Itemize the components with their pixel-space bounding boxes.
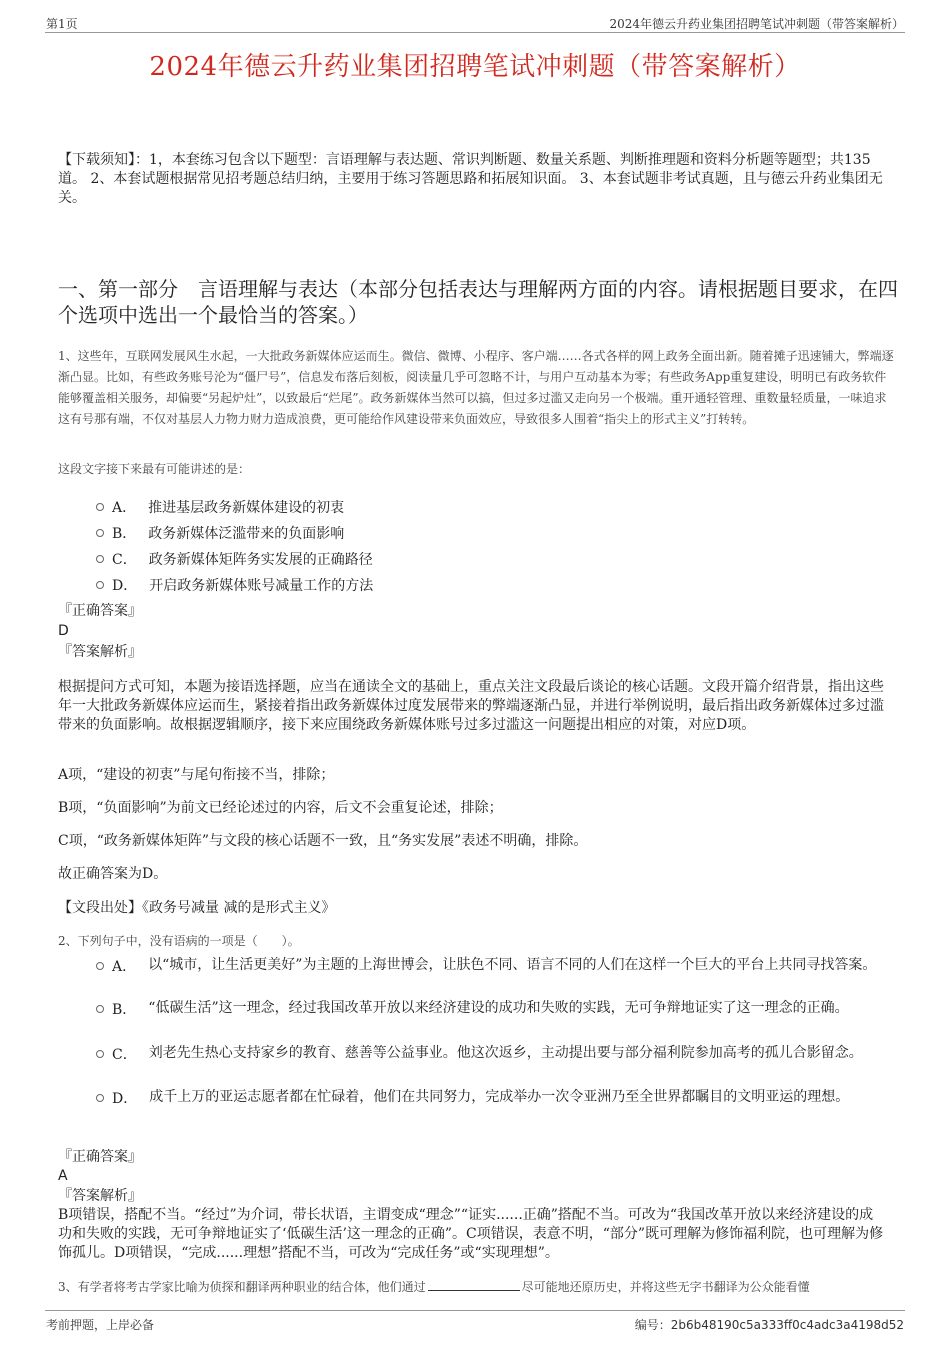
radio-icon[interactable] [96, 529, 104, 537]
q1-option-a[interactable]: A． 推进基层政务新媒体建设的初衷 [96, 497, 344, 517]
section-heading: 一、第一部分 言语理解与表达（本部分包括表达与理解两方面的内容。请根据题目要求，在四个选项中选出一个最恰当的答案。） [58, 277, 898, 327]
q1-option-b[interactable]: B． 政务新媒体泛滥带来的负面影响 [96, 523, 344, 543]
q2-option-b[interactable]: B． “低碳生活”这一理念，经过我国改革开放以来经济建设的成功和失败的实践，无可争辩地证实了这一理念的正确。 [96, 999, 896, 1019]
q1-answer-label: 『正确答案』 [58, 603, 142, 619]
q2-answer-label: 『正确答案』 [58, 1149, 142, 1165]
q2-option-c[interactable]: C． 刘老先生热心支持家乡的教育、慈善等公益事业。他这次返乡，主动提出要与部分福利院参加高考的孤儿合影留念。 [96, 1044, 896, 1064]
radio-icon[interactable] [96, 581, 104, 589]
q2-option-d[interactable]: D． 成千上万的亚运志愿者都在忙碌着，他们在共同努力，完成举办一次令亚洲乃至全世界都瞩目的文明亚运的理想。 [96, 1088, 896, 1108]
q2-analysis-label: 『答案解析』 [58, 1188, 142, 1204]
radio-icon[interactable] [96, 962, 104, 970]
q1-conclusion: 故正确答案为D。 [58, 866, 168, 882]
q1-source: 【文段出处】《政务号减量 减的是形式主义》 [58, 900, 336, 916]
radio-icon[interactable] [96, 1094, 104, 1102]
question-1-stem: 1、这些年，互联网发展风生水起，一大批政务新媒体应运而生。微信、微博、小程序、客户端……各式各样的网上政务全面出新。随着摊子迅速铺大，弊端逐渐凸显。比如，有些政务账号沦为“僵尸号”，信息发布落后刻板，阅读量几乎可忽略不计，与用户互动基本为零；有些政务App重复建设，明明已有政务软件能够覆盖相关服务，却偏要“另起炉灶”，以致最后“烂尾”。政务新媒体当然可以搞，但过多过滥又走向另一个极端。重开通轻管理、重数量轻质量，一味追求这有号那有端，不仅对基层人力物力财力造成浪费，更可能给作风建设带来负面效应，导致很多人围着“指尖上的形式主义”打转转。 [58, 349, 894, 426]
q1-note-b: B项，“负面影响”为前文已经论述过的内容，后文不会重复论述，排除； [58, 800, 503, 816]
q2-analysis: B项错误，搭配不当。“经过”为介词，带长状语，主谓变成“理念”“证实......正确”搭配不当。可改为“我国改革开放以来经济建设的成功和失败的实践，无可争辩地证实了‘低碳生活’这一理念的正确”。C项错误，表意不明，“部分”既可理解为修饰福利院，也可理解为修饰孤儿。D项错误，“完成......理想”搭配不当，可改为“完成任务”或“实现理想”。 [58, 1207, 884, 1261]
download-notice: 【下载须知】：1，本套练习包含以下题型：言语理解与表达题、常识判断题、数量关系题、判断推理题和资料分析题等题型；共135道。 2、本套试题根据常见招考题总结归纳，主要用于练习答题思路和拓展知识面。 3、本套试题非考试真题，且与德云升药业集团无关。 [58, 152, 883, 206]
radio-icon[interactable] [96, 503, 104, 511]
question-2-stem: 2、下列句子中，没有语病的一项是（ ）。 [58, 934, 300, 948]
q2-answer: A [58, 1168, 68, 1184]
q1-analysis-label: 『答案解析』 [58, 644, 142, 660]
q1-option-c[interactable]: C． 政务新媒体矩阵务实发展的正确路径 [96, 549, 373, 569]
header-doc-title: 2024年德云升药业集团招聘笔试冲刺题（带答案解析） [609, 17, 904, 31]
q1-note-c: C项，“政务新媒体矩阵”与文段的核心话题不一致，且“务实发展”表述不明确，排除。 [58, 833, 588, 849]
footer-divider [45, 1310, 905, 1311]
radio-icon[interactable] [96, 1005, 104, 1013]
q1-analysis: 根据提问方式可知，本题为接语选择题，应当在通读全文的基础上，重点关注文段最后谈论的核心话题。文段开篇介绍背景，指出这些年一大批政务新媒体应运而生，紧接着指出政务新媒体过度发展带来的弊端逐渐凸显，并进行举例说明，最后指出政务新媒体过多过滥带来的负面影响。故根据逻辑顺序，接下来应围绕政务新媒体账号过多过滥这一问题提出相应的对策，对应D项。 [58, 679, 884, 733]
q1-note-a: A项，“建设的初衷”与尾句衔接不当，排除； [58, 767, 335, 783]
radio-icon[interactable] [96, 1050, 104, 1058]
footer-slogan: 考前押题，上岸必备 [46, 1318, 155, 1332]
radio-icon[interactable] [96, 555, 104, 563]
q1-answer: D [58, 623, 69, 639]
question-1-prompt: 这段文字接下来最有可能讲述的是： [58, 462, 251, 476]
q1-option-d[interactable]: D． 开启政务新媒体账号减量工作的方法 [96, 575, 373, 595]
page-title: 2024年德云升药业集团招聘笔试冲刺题（带答案解析） [149, 52, 801, 82]
q2-option-a[interactable]: A． 以“城市，让生活更美好”为主题的上海世博会，让肤色不同、语言不同的人们在这样一个巨大的平台上共同寻找答案。 [96, 956, 896, 976]
page-number: 第1页 [46, 17, 78, 31]
document-code: 编号：2b6b48190c5a333ff0c4adc3a4198d52 [634, 1318, 904, 1332]
header-divider [45, 32, 905, 33]
fill-blank[interactable] [428, 1278, 520, 1291]
question-3-stem: 3、有学者将考古学家比喻为侦探和翻译两种职业的结合体，他们通过 尽可能地还原历史，并将这些无字书翻译为公众能看懂 [58, 1280, 810, 1294]
